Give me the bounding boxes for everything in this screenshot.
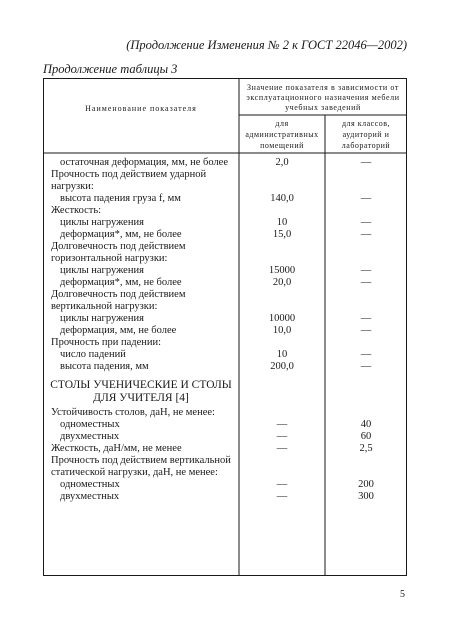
value-admin: 10000	[268, 313, 296, 324]
column-header-admin: для административных помещений	[245, 119, 319, 150]
row-label: Жесткость:	[51, 205, 102, 216]
value-admin: 200,0	[270, 361, 294, 372]
value-admin: 140,0	[270, 193, 294, 204]
row-label: Долговечность под действием вертикальной нагрузки:	[51, 289, 186, 312]
value-admin: 10,0	[272, 325, 292, 336]
column-header-name: Наименование показателя	[85, 104, 197, 113]
amendment-header: (Продолжение Изменения № 2 к ГОСТ 22046—2002)	[126, 38, 407, 52]
row-label: высота падения, мм	[60, 361, 149, 372]
row-label: Долговечность под действием горизонтальной нагрузки:	[51, 241, 186, 264]
table-row	[43, 289, 407, 313]
value-classes: 60	[360, 431, 372, 442]
value-classes: —	[360, 157, 372, 168]
value-classes: —	[360, 325, 372, 336]
value-classes: —	[360, 277, 372, 288]
table-row	[43, 205, 407, 217]
value-classes: 40	[360, 419, 372, 430]
value-classes: —	[360, 349, 372, 360]
value-admin: —	[276, 479, 288, 490]
table-row	[43, 229, 407, 241]
table-row	[43, 157, 407, 169]
row-label: двухместных	[60, 431, 120, 442]
value-admin: —	[276, 431, 288, 442]
table-row	[43, 265, 407, 277]
specs-table	[43, 78, 407, 576]
table-body	[43, 157, 407, 503]
table-row	[43, 443, 407, 455]
table-row	[43, 169, 407, 193]
value-admin: 10	[276, 217, 288, 228]
value-classes: 200	[358, 479, 374, 490]
table-row	[43, 193, 407, 205]
row-label: остаточная деформация, мм, не более	[60, 157, 229, 168]
table-row	[43, 337, 407, 349]
value-classes: —	[360, 265, 372, 276]
row-label: Прочность под действием вертикальной статической нагрузки, даН, не менее:	[51, 455, 231, 478]
column-header-value: Значение показателя в зависимости от эксплуатационного назначения мебели учебных заведений	[246, 83, 400, 112]
table-row	[43, 277, 407, 289]
row-label: циклы нагружения	[60, 313, 144, 324]
row-label: двухместных	[60, 491, 120, 502]
page-number: 5	[400, 589, 405, 600]
table-row	[43, 217, 407, 229]
row-label: Прочность при падении:	[51, 337, 162, 348]
value-classes: —	[360, 217, 372, 228]
value-admin: 20,0	[272, 277, 292, 288]
table-row	[43, 313, 407, 325]
value-classes: —	[360, 229, 372, 240]
column-header-classes: для классов, аудиторий и лабораторий	[341, 119, 391, 150]
value-admin: 10	[276, 349, 288, 360]
value-classes: —	[360, 361, 372, 372]
value-classes: —	[360, 313, 372, 324]
row-label: одноместных	[60, 479, 120, 490]
row-label: циклы нагружения	[60, 217, 144, 228]
section-heading-row	[43, 379, 407, 405]
value-admin: —	[276, 443, 288, 454]
table-row	[43, 479, 407, 491]
table-row	[43, 419, 407, 431]
row-label: число падений	[60, 349, 126, 360]
table-row	[43, 361, 407, 373]
row-label: деформация*, мм, не более	[60, 229, 182, 240]
value-admin: —	[276, 419, 288, 430]
table-row	[43, 325, 407, 337]
row-label: Устойчивость столов, даН, не менее:	[51, 407, 215, 418]
value-classes: —	[360, 193, 372, 204]
row-label: деформация*, мм, не более	[60, 277, 182, 288]
table-row	[43, 431, 407, 443]
table-row	[43, 491, 407, 503]
table-row	[43, 241, 407, 265]
value-admin: 15000	[268, 265, 296, 276]
value-admin: 2,0	[275, 157, 289, 168]
row-label: циклы нагружения	[60, 265, 144, 276]
section-heading: СТОЛЫ УЧЕНИЧЕСКИЕ И СТОЛЫ ДЛЯ УЧИТЕЛЯ [4]	[50, 379, 232, 404]
value-admin: —	[276, 491, 288, 502]
table-row	[43, 407, 407, 419]
value-classes: 2,5	[359, 443, 373, 454]
row-label: одноместных	[60, 419, 120, 430]
row-label: Жесткость, даН/мм, не менее	[51, 443, 182, 454]
value-classes: 300	[358, 491, 374, 502]
table-row	[43, 349, 407, 361]
value-admin: 15,0	[272, 229, 292, 240]
row-label: высота падения груза f, мм	[60, 193, 181, 204]
table-continuation-label: Продолжение таблицы 3	[43, 62, 178, 76]
table-row	[43, 455, 407, 479]
row-label: Прочность под действием ударной нагрузки:	[51, 169, 207, 192]
row-label: деформация, мм, не более	[60, 325, 177, 336]
